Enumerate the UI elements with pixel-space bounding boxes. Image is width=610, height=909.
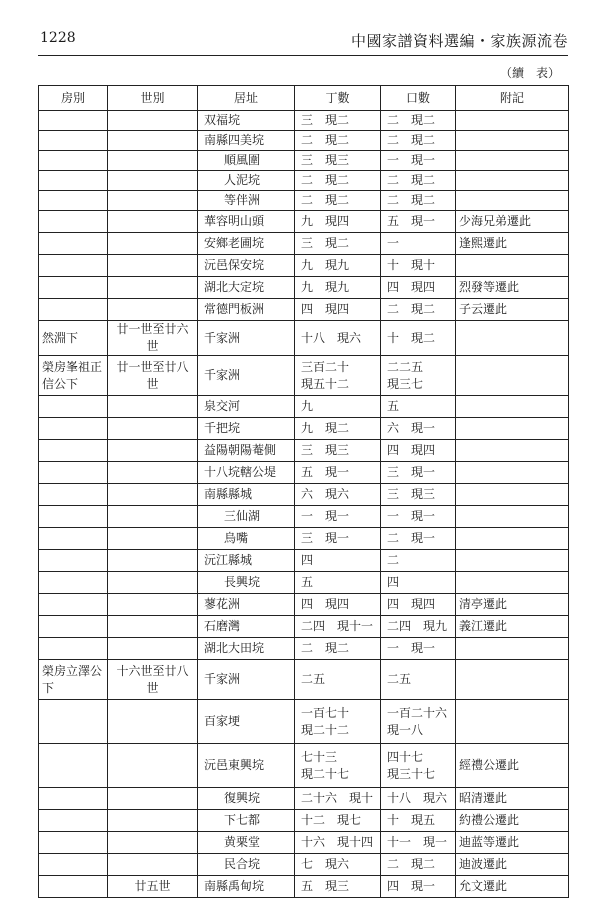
cell-shi	[108, 171, 198, 191]
cell-shi	[108, 528, 198, 550]
cell-kou: 十一 現一	[381, 832, 456, 854]
cell-fang	[39, 277, 108, 299]
cell-fang	[39, 484, 108, 506]
cell-place: 沅邑東興垸	[198, 744, 295, 788]
cell-kou: 三 現一	[381, 462, 456, 484]
cell-shi	[108, 131, 198, 151]
cell-ding: 六 現六	[295, 484, 381, 506]
cell-note	[456, 255, 569, 277]
cell-kou: 二 現二	[381, 111, 456, 131]
cell-ding: 五 現一	[295, 462, 381, 484]
cell-fang: 榮房立澤公下	[39, 660, 108, 700]
cell-place: 千家洲	[198, 356, 295, 396]
cell-ding: 九 現九	[295, 277, 381, 299]
cell-note: 逢熙遷此	[456, 233, 569, 255]
cell-ding: 二 現二	[295, 638, 381, 660]
cell-shi	[108, 277, 198, 299]
table-row	[39, 171, 569, 191]
cell-note	[456, 700, 569, 744]
table-row	[39, 854, 569, 876]
cell-note	[456, 131, 569, 151]
cell-ding: 三 現一	[295, 528, 381, 550]
cell-ding: 二十六 現十	[295, 788, 381, 810]
table-row	[39, 744, 569, 788]
cell-place: 石磨灣	[198, 616, 295, 638]
cell-kou: 二 現二	[381, 191, 456, 211]
table-row	[39, 832, 569, 854]
cell-note	[456, 660, 569, 700]
cell-kou: 五	[381, 396, 456, 418]
cell-ding: 九 現九	[295, 255, 381, 277]
book-title: 中國家譜資料選編・家族源流卷	[350, 32, 568, 50]
cell-kou: 五 現一	[381, 211, 456, 233]
cell-shi	[108, 572, 198, 594]
cell-shi	[108, 111, 198, 131]
cell-kou: 十 現五	[381, 810, 456, 832]
table-row	[39, 396, 569, 418]
table-row	[39, 111, 569, 131]
cell-kou: 二 現二	[381, 171, 456, 191]
cell-shi	[108, 462, 198, 484]
table-header-row	[39, 86, 569, 111]
table-row	[39, 255, 569, 277]
cell-place: 千家洲	[198, 321, 295, 356]
cell-ding: 十二 現七	[295, 810, 381, 832]
cell-ding: 三 現三	[295, 151, 381, 171]
table-row	[39, 788, 569, 810]
column-header-kou: 口數	[381, 86, 456, 111]
table-row	[39, 151, 569, 171]
cell-shi	[108, 299, 198, 321]
cell-note	[456, 550, 569, 572]
cell-place: 千家洲	[198, 660, 295, 700]
cell-kou: 四 現四	[381, 440, 456, 462]
column-header-place: 居址	[198, 86, 295, 111]
cell-kou: 二四 現九	[381, 616, 456, 638]
cell-ding: 十六 現十四	[295, 832, 381, 854]
cell-place: 黄栗堂	[198, 832, 295, 854]
cell-ding: 四	[295, 550, 381, 572]
cell-fang	[39, 418, 108, 440]
table-row	[39, 418, 569, 440]
cell-note	[456, 638, 569, 660]
cell-shi	[108, 418, 198, 440]
table-row	[39, 700, 569, 744]
column-header-note: 附記	[456, 86, 569, 111]
cell-shi	[108, 744, 198, 788]
cell-ding: 十八 現六	[295, 321, 381, 356]
table-row	[39, 211, 569, 233]
cell-fang	[39, 506, 108, 528]
cell-note	[456, 151, 569, 171]
cell-ding: 九	[295, 396, 381, 418]
cell-note	[456, 418, 569, 440]
cell-fang	[39, 572, 108, 594]
cell-note	[456, 191, 569, 211]
cell-fang	[39, 151, 108, 171]
cell-shi	[108, 700, 198, 744]
cell-place: 安鄉老圃垸	[198, 233, 295, 255]
lineage-table	[38, 85, 569, 898]
page-number: 1228	[40, 30, 76, 46]
cell-fang	[39, 700, 108, 744]
cell-ding: 九 現四	[295, 211, 381, 233]
cell-ding: 九 現二	[295, 418, 381, 440]
cell-note	[456, 440, 569, 462]
cell-shi	[108, 616, 198, 638]
cell-fang	[39, 131, 108, 151]
cell-fang	[39, 616, 108, 638]
table-row	[39, 440, 569, 462]
cell-kou: 十 現二	[381, 321, 456, 356]
cell-kou: 四十七 現三十七	[381, 744, 456, 788]
cell-shi	[108, 550, 198, 572]
cell-note	[456, 528, 569, 550]
cell-kou: 二五	[381, 660, 456, 700]
cell-note: 經禮公遷此	[456, 744, 569, 788]
cell-kou: 二 現二	[381, 299, 456, 321]
cell-fang	[39, 191, 108, 211]
cell-fang	[39, 638, 108, 660]
cell-kou: 二 現一	[381, 528, 456, 550]
cell-ding: 二四 現十一	[295, 616, 381, 638]
cell-place: 南縣四美垸	[198, 131, 295, 151]
cell-fang	[39, 255, 108, 277]
cell-shi	[108, 255, 198, 277]
cell-note	[456, 321, 569, 356]
cell-shi	[108, 832, 198, 854]
cell-note: 允文遷此	[456, 876, 569, 898]
cell-shi: 廿一世至廿六世	[108, 321, 198, 356]
cell-note: 義江遷此	[456, 616, 569, 638]
cell-kou: 四 現四	[381, 277, 456, 299]
cell-fang	[39, 788, 108, 810]
table-row	[39, 572, 569, 594]
cell-place: 千把垸	[198, 418, 295, 440]
table-row	[39, 550, 569, 572]
cell-shi	[108, 506, 198, 528]
cell-shi	[108, 484, 198, 506]
cell-place: 民合垸	[198, 854, 295, 876]
cell-ding: 四 現四	[295, 299, 381, 321]
cell-fang	[39, 211, 108, 233]
cell-ding: 一百七十 現二十二	[295, 700, 381, 744]
cell-shi	[108, 638, 198, 660]
table-row	[39, 660, 569, 700]
cell-ding: 二 現二	[295, 191, 381, 211]
cell-ding: 三 現二	[295, 111, 381, 131]
cell-kou: 一百二十六 現一八	[381, 700, 456, 744]
cell-shi	[108, 594, 198, 616]
cell-note: 昭清遷此	[456, 788, 569, 810]
cell-fang	[39, 550, 108, 572]
cell-place: 烏嘴	[198, 528, 295, 550]
table-row	[39, 506, 569, 528]
cell-shi: 廿五世	[108, 876, 198, 898]
cell-fang	[39, 832, 108, 854]
cell-shi	[108, 788, 198, 810]
cell-fang	[39, 876, 108, 898]
cell-kou: 四 現一	[381, 876, 456, 898]
table-row	[39, 131, 569, 151]
cell-place: 南縣禹甸垸	[198, 876, 295, 898]
table-row	[39, 484, 569, 506]
cell-kou: 四	[381, 572, 456, 594]
table-row	[39, 528, 569, 550]
cell-kou: 四 現四	[381, 594, 456, 616]
cell-fang: 榮房峯祖正信公下	[39, 356, 108, 396]
cell-fang	[39, 233, 108, 255]
cell-note	[456, 171, 569, 191]
cell-ding: 三 現三	[295, 440, 381, 462]
cell-shi	[108, 440, 198, 462]
cell-note: 少海兄弟遷此	[456, 211, 569, 233]
table-row	[39, 810, 569, 832]
cell-place: 等伴洲	[198, 191, 295, 211]
table-row	[39, 191, 569, 211]
table-row	[39, 233, 569, 255]
cell-ding: 五	[295, 572, 381, 594]
cell-place: 湖北大定垸	[198, 277, 295, 299]
column-header-ding: 丁數	[295, 86, 381, 111]
cell-place: 長興垸	[198, 572, 295, 594]
cell-fang: 然淵下	[39, 321, 108, 356]
cell-note: 烈發等遷此	[456, 277, 569, 299]
cell-kou: 十 現十	[381, 255, 456, 277]
cell-note	[456, 484, 569, 506]
cell-fang	[39, 111, 108, 131]
cell-shi	[108, 191, 198, 211]
cell-fang	[39, 396, 108, 418]
cell-place: 南縣縣城	[198, 484, 295, 506]
cell-place: 泉交河	[198, 396, 295, 418]
cell-ding: 二 現二	[295, 171, 381, 191]
cell-ding: 七 現六	[295, 854, 381, 876]
cell-note: 子云遷此	[456, 299, 569, 321]
cell-shi	[108, 151, 198, 171]
cell-shi: 十六世至廿八世	[108, 660, 198, 700]
cell-ding: 五 現三	[295, 876, 381, 898]
cell-kou: 十八 現六	[381, 788, 456, 810]
cell-place: 人泥垸	[198, 171, 295, 191]
cell-place: 三仙湖	[198, 506, 295, 528]
cell-note	[456, 356, 569, 396]
cell-place: 沅江縣城	[198, 550, 295, 572]
cell-kou: 二	[381, 550, 456, 572]
cell-kou: 三 現三	[381, 484, 456, 506]
cell-fang	[39, 440, 108, 462]
cell-note: 迪波遷此	[456, 854, 569, 876]
column-header-shi: 世別	[108, 86, 198, 111]
cell-note	[456, 506, 569, 528]
cell-shi	[108, 854, 198, 876]
header-rule	[38, 55, 568, 56]
cell-kou: 一 現一	[381, 638, 456, 660]
cell-ding: 三百二十 現五十二	[295, 356, 381, 396]
column-header-fang: 房別	[39, 86, 108, 111]
cell-kou: 二 現二	[381, 854, 456, 876]
table-row	[39, 321, 569, 356]
cell-place: 華容明山頭	[198, 211, 295, 233]
cell-note: 清亭遷此	[456, 594, 569, 616]
cell-place: 順風圍	[198, 151, 295, 171]
continued-label: （續 表）	[499, 66, 560, 80]
cell-ding: 三 現二	[295, 233, 381, 255]
cell-shi: 廿一世至廿八世	[108, 356, 198, 396]
table-row	[39, 277, 569, 299]
cell-shi	[108, 211, 198, 233]
cell-kou: 二二五 現三七	[381, 356, 456, 396]
cell-fang	[39, 462, 108, 484]
table-row	[39, 876, 569, 898]
cell-place: 十八垸轄公堤	[198, 462, 295, 484]
cell-place: 双福垸	[198, 111, 295, 131]
cell-place: 沅邑保安垸	[198, 255, 295, 277]
cell-kou: 二 現二	[381, 131, 456, 151]
cell-place: 百家埂	[198, 700, 295, 744]
cell-fang	[39, 744, 108, 788]
cell-ding: 七十三 現二十七	[295, 744, 381, 788]
cell-fang	[39, 594, 108, 616]
table-row	[39, 594, 569, 616]
cell-ding: 一 現一	[295, 506, 381, 528]
cell-fang	[39, 299, 108, 321]
cell-place: 蓼花洲	[198, 594, 295, 616]
table-row	[39, 616, 569, 638]
table-row	[39, 462, 569, 484]
cell-note: 約禮公遷此	[456, 810, 569, 832]
cell-place: 復興垸	[198, 788, 295, 810]
cell-fang	[39, 854, 108, 876]
cell-note	[456, 572, 569, 594]
cell-shi	[108, 396, 198, 418]
cell-kou: 一 現一	[381, 151, 456, 171]
table-row	[39, 356, 569, 396]
cell-place: 益陽朝陽菴側	[198, 440, 295, 462]
cell-place: 常德門板洲	[198, 299, 295, 321]
cell-fang	[39, 171, 108, 191]
cell-note: 迪蓝等遷此	[456, 832, 569, 854]
cell-fang	[39, 810, 108, 832]
cell-place: 下七都	[198, 810, 295, 832]
cell-place: 湖北大田垸	[198, 638, 295, 660]
cell-shi	[108, 233, 198, 255]
table-row	[39, 638, 569, 660]
cell-kou: 六 現一	[381, 418, 456, 440]
table-row	[39, 299, 569, 321]
cell-shi	[108, 810, 198, 832]
cell-note	[456, 396, 569, 418]
cell-ding: 二五	[295, 660, 381, 700]
cell-note	[456, 462, 569, 484]
cell-kou: 一	[381, 233, 456, 255]
cell-ding: 二 現二	[295, 131, 381, 151]
cell-ding: 四 現四	[295, 594, 381, 616]
cell-fang	[39, 528, 108, 550]
cell-note	[456, 111, 569, 131]
cell-kou: 一 現一	[381, 506, 456, 528]
